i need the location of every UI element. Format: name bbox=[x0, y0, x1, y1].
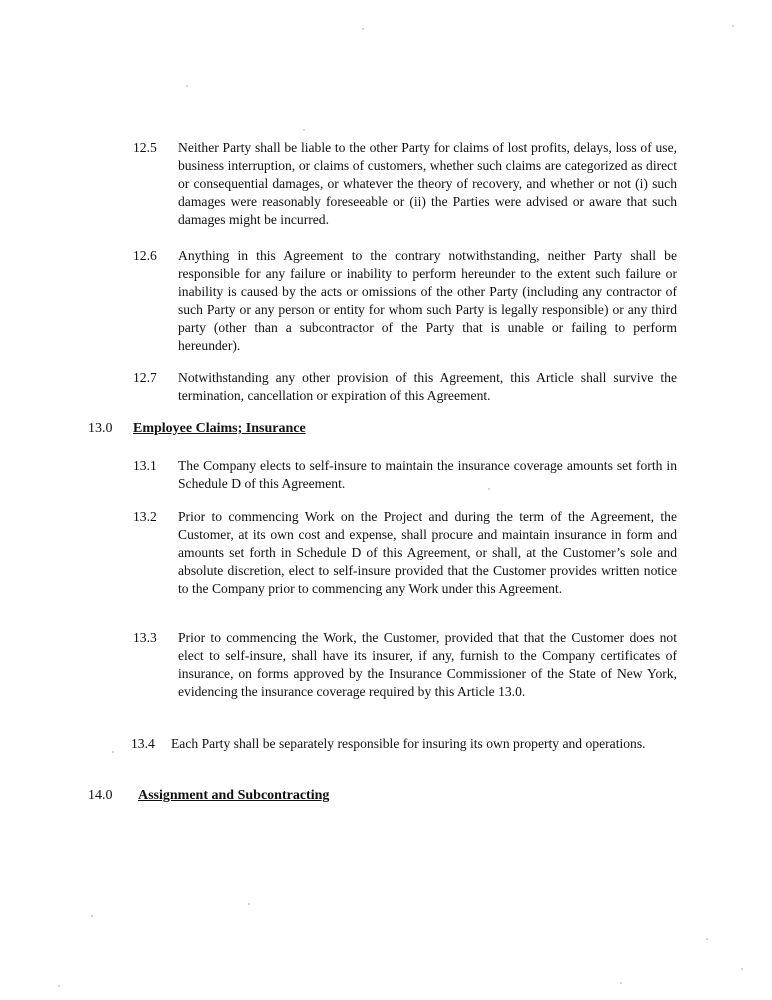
scan-speck bbox=[732, 25, 734, 27]
scan-speck bbox=[112, 751, 114, 753]
clause-text: Prior to commencing the Work, the Customer, provided that that the Customer does not elect to self-insure, shall have its insurer, if any, furnish to the Company certificates of insurance, on forms approved by the Insurance Commissioner of the State of New York, evidencing the insurance coverage required by this Article 13.0. bbox=[178, 630, 677, 699]
scan-speck bbox=[706, 938, 708, 940]
clause-13-4 bbox=[131, 735, 677, 775]
section-title: Assignment and Subcontracting bbox=[138, 788, 330, 803]
clause-number: 13.3 bbox=[133, 630, 157, 645]
clause-13-1 bbox=[133, 457, 677, 497]
clause-number: 12.6 bbox=[133, 248, 157, 263]
clause-13-3 bbox=[133, 629, 677, 721]
clause-number: 12.5 bbox=[133, 140, 157, 155]
clause-12-5 bbox=[133, 139, 677, 231]
scan-speck bbox=[741, 968, 743, 970]
clause-text: Neither Party shall be liable to the other Party for claims of lost profits, delays, loss of use, business interruption, or claims of customers, whether such claims are categorized as direct or consequential damages, or whatever the theory of recovery, and whether or not (i) such damages were reasonably foreseeable or (ii) the Parties were advised or aware that such damages might be incurred. bbox=[178, 140, 677, 227]
clause-number: 13.1 bbox=[133, 458, 157, 473]
scan-speck bbox=[362, 28, 364, 30]
clause-12-6 bbox=[133, 247, 677, 357]
clause-number: 13.2 bbox=[133, 509, 157, 524]
section-title: Employee Claims; Insurance bbox=[133, 421, 306, 436]
scan-speck bbox=[303, 129, 305, 131]
scan-speck bbox=[91, 915, 93, 917]
clause-13-2 bbox=[133, 508, 677, 618]
clause-number: 13.4 bbox=[131, 736, 155, 751]
clause-12-7 bbox=[133, 369, 677, 409]
section-number: 14.0 bbox=[88, 788, 113, 803]
section-heading-14 bbox=[88, 787, 488, 807]
clause-text: Anything in this Agreement to the contrary notwithstanding, neither Party shall be responsible for any failure or inability to perform hereunder to the extent such failure or inability is caused by the acts or omissions of the other Party (including any contractor of such Party or any person or entity for whom such Party is legally responsible) or any third party (other than a subcontractor of the Party that is unable or failing to perform hereunder). bbox=[178, 248, 677, 353]
scan-speck bbox=[186, 85, 188, 87]
clause-number: 12.7 bbox=[133, 370, 157, 385]
section-number: 13.0 bbox=[88, 421, 113, 436]
clause-text: Notwithstanding any other provision of this Agreement, this Article shall survive the termination, cancellation or expiration of this Agreement. bbox=[178, 370, 677, 403]
clause-text: Prior to commencing Work on the Project and during the term of the Agreement, the Customer, at its own cost and expense, shall procure and maintain insurance in form and amounts set forth in Schedule D of this Agreement, or shall, at the Customer’s sole and absolute discretion, elect to self-insure provided that the Customer provides written notice to the Company prior to commencing any Work under this Agreement. bbox=[178, 509, 677, 596]
clause-text: The Company elects to self-insure to maintain the insurance coverage amounts set forth in Schedule D of this Agreement. bbox=[178, 458, 677, 491]
section-heading-13 bbox=[88, 420, 488, 440]
scan-speck bbox=[58, 985, 60, 987]
scan-speck bbox=[248, 903, 250, 905]
scan-speck bbox=[620, 982, 622, 984]
scan-speck bbox=[488, 488, 490, 490]
clause-text: Each Party shall be separately responsible for insuring its own property and operations. bbox=[171, 736, 646, 751]
